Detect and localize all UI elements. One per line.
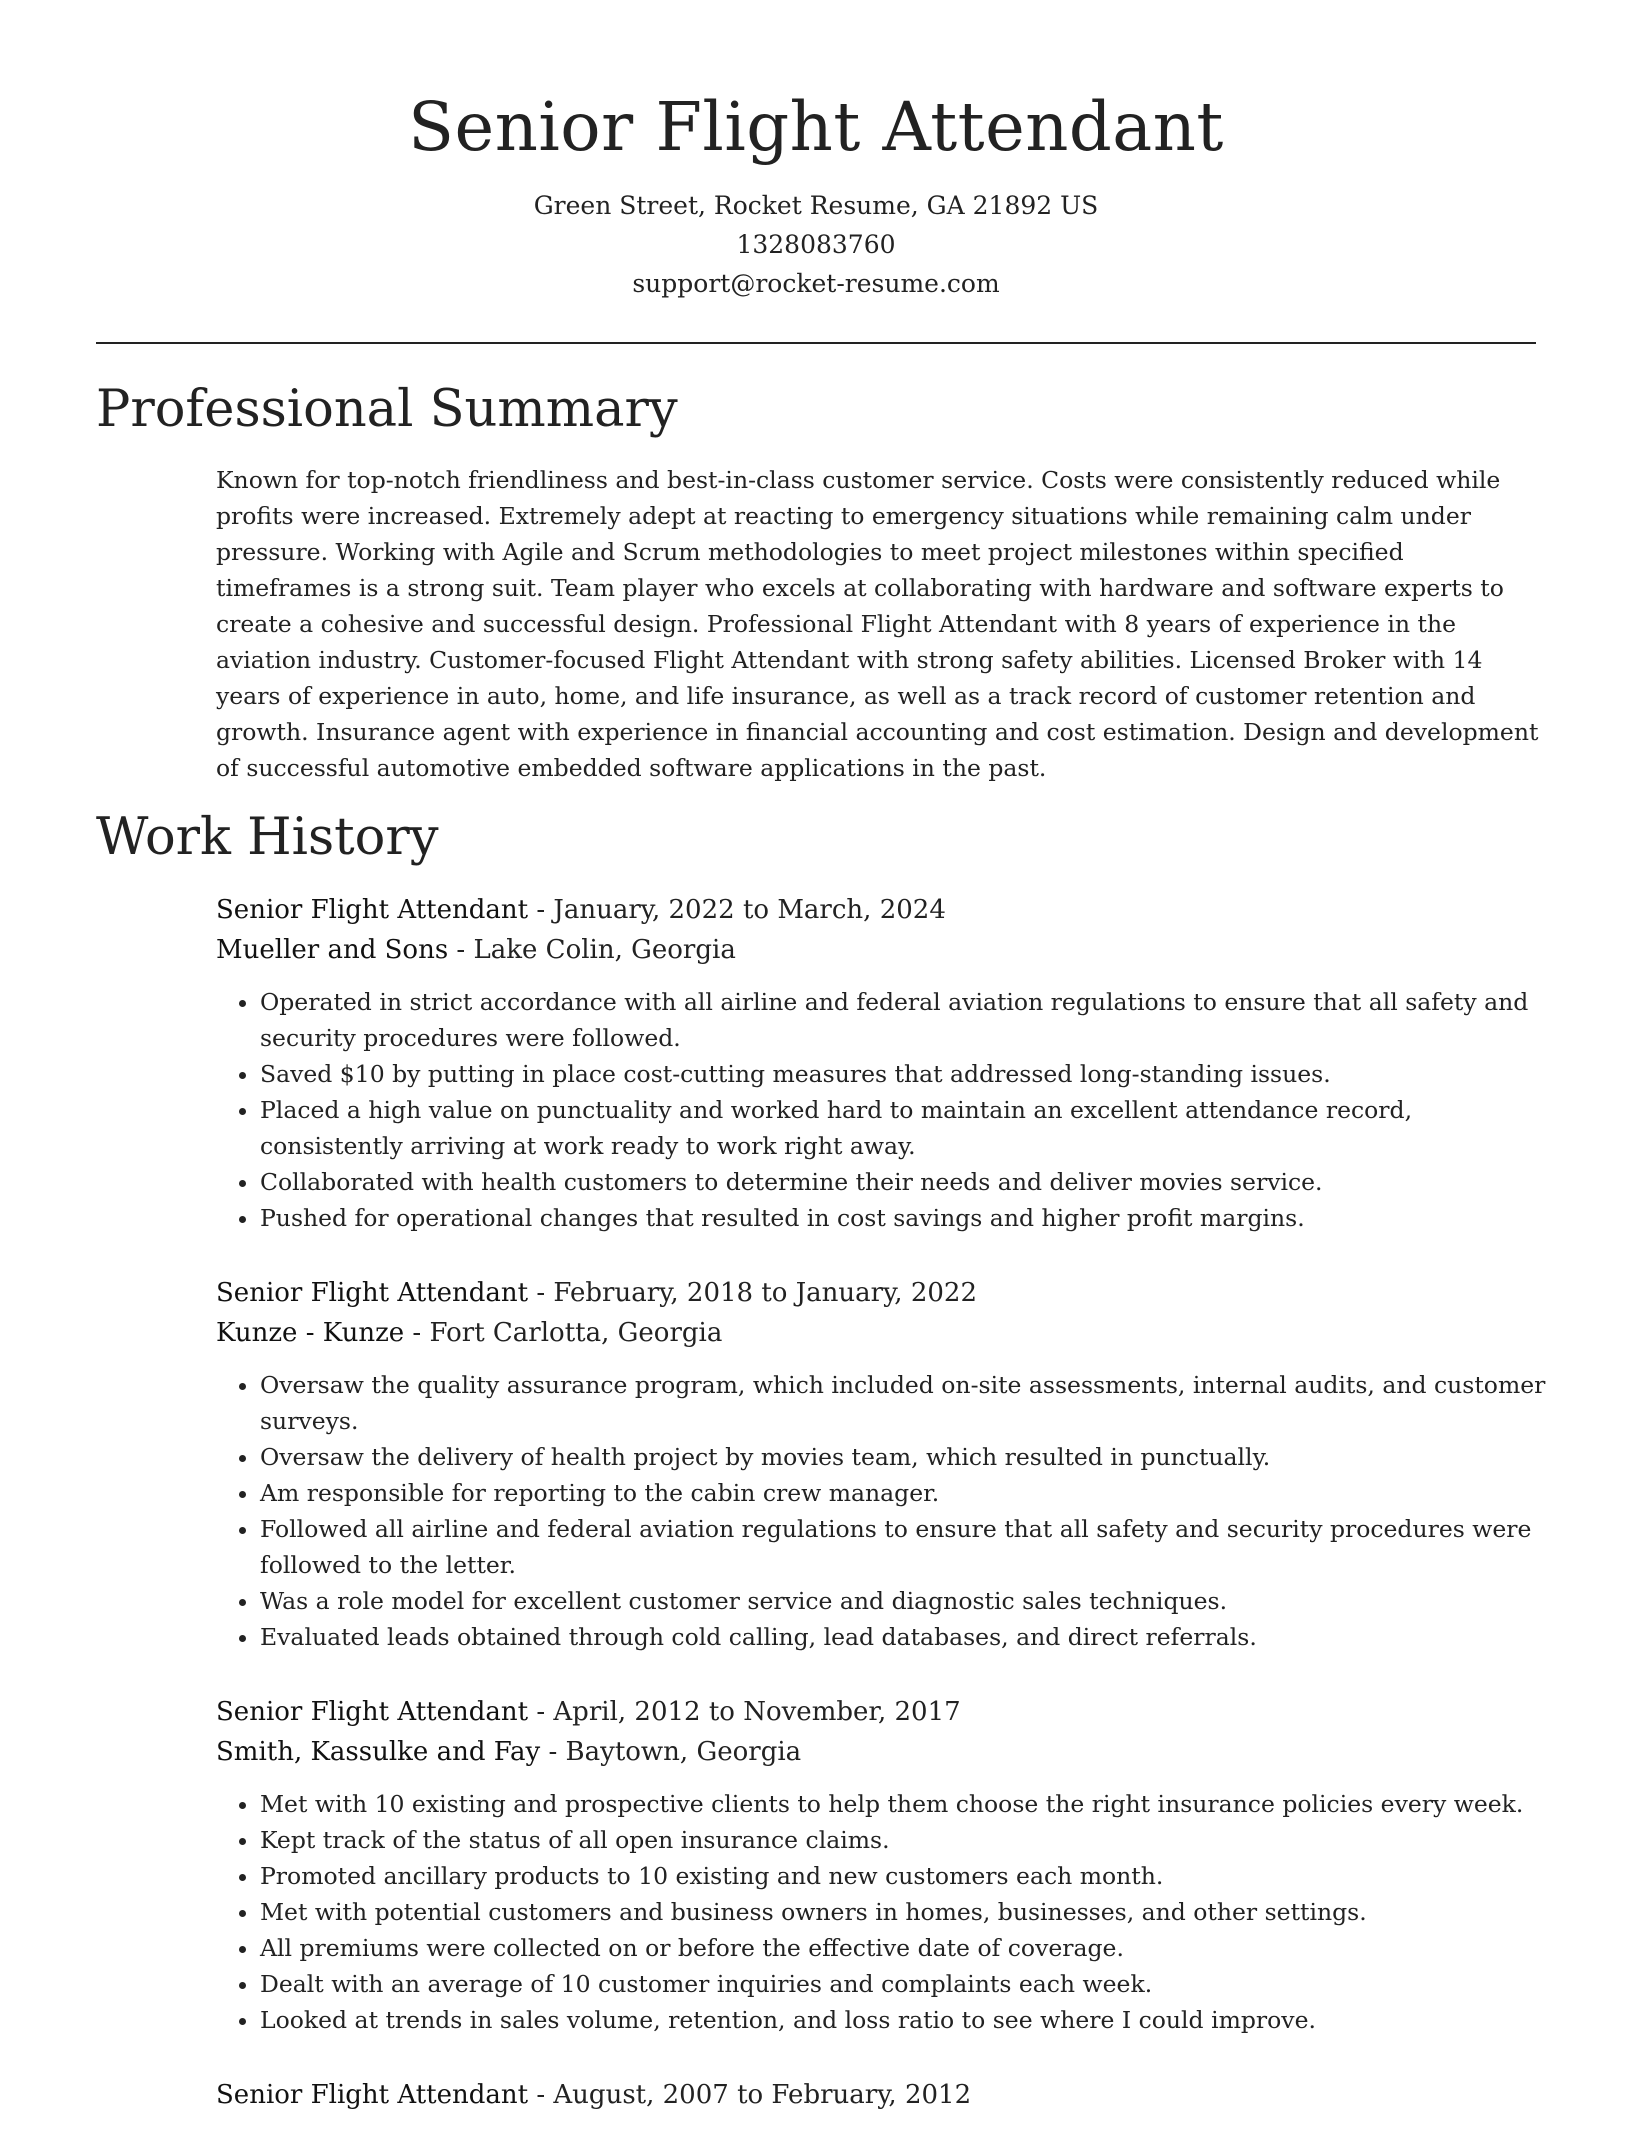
job-entry [216,2075,1546,2115]
resume-header [0,0,1632,303]
job-bullets [216,1786,1546,2038]
address: Green Street, Rocket Resume, GA 21892 US [533,191,1099,220]
job-entry [216,1692,1546,2038]
job-dates: February, 2018 to January, 2022 [553,1278,977,1308]
job-bullet: • Met with 10 existing and prospective clients to help them choose the right insurance policies every week. [260,1786,1546,1822]
job-bullet: • Oversaw the quality assurance program, which included on-site assessments, internal audits, and customer surveys. [260,1367,1546,1439]
job-role: Senior Flight Attendant [216,1697,529,1727]
work-history [216,890,1546,2152]
job-company: Mueller and Sons [216,935,449,965]
job-role: Senior Flight Attendant [216,2080,529,2110]
job-bullet: • Dealt with an average of 10 customer inquiries and complaints each week. [260,1966,1546,2002]
job-title-line: Senior Flight Attendant - February, 2018 to January, 2022 [216,1278,977,1308]
job-bullet: • Was a role model for excellent customer service and diagnostic sales techniques. [260,1583,1546,1619]
email: support@rocket-resume.com [632,269,1000,298]
job-bullet: • Placed a high value on punctuality and worked hard to maintain an excellent attendance record, consistently arriving at work ready to work right away. [260,1092,1546,1164]
candidate-name: Senior Flight Attendant [408,88,1224,166]
job-company-line: Kunze - Kunze - Fort Carlotta, Georgia [216,1318,723,1348]
job-bullet: • Met with potential customers and business owners in homes, businesses, and other settings. [260,1894,1546,1930]
job-bullet: • Followed all airline and federal aviation regulations to ensure that all safety and security procedures were followed to the letter. [260,1511,1546,1583]
job-dates: August, 2007 to February, 2012 [553,2080,972,2110]
job-bullet: • Oversaw the delivery of health project by movies team, which resulted in punctually. [260,1439,1546,1475]
summary-text: Known for top-notch friendliness and best-in-class customer service. Costs were consistently reduced while profits were increased. Extremely adept at reacting to emergency situations while remaining calm under pressure. Working with Agile and Scrum methodologies to meet project milestones within specified timeframes is a strong suit. Team player who excels at collaborating with hardware and software experts to create a cohesive and successful design. Professional Flight Attendant with 8 years of experience in the aviation industry. Customer-focused Flight Attendant with strong safety abilities. Licensed Broker with 14 years of experience in auto, home, and life insurance, as well as a track record of customer retention and growth. Insurance agent with experience in financial accounting and cost estimation. Design and development of successful automotive embedded software applications in the past. [216,466,1539,782]
job-bullet: • Am responsible for reporting to the cabin crew manager. [260,1475,1546,1511]
header-divider [96,342,1536,344]
job-dates: January, 2022 to March, 2024 [553,895,946,925]
contact-info [0,186,1632,303]
job-company: Kunze - Kunze [216,1318,405,1348]
job-role: Senior Flight Attendant [216,1278,529,1308]
phone: 1328083760 [736,230,896,259]
job-bullet: • Evaluated leads obtained through cold calling, lead databases, and direct referrals. [260,1619,1546,1655]
job-bullet: • Collaborated with health customers to determine their needs and deliver movies service. [260,1164,1546,1200]
job-role: Senior Flight Attendant [216,895,529,925]
job-bullet: • Looked at trends in sales volume, retention, and loss ratio to see where I could improve. [260,2002,1546,2038]
job-company-line: Mueller and Sons - Lake Colin, Georgia [216,935,736,965]
job-entry [216,1273,1546,1655]
job-title-line: Senior Flight Attendant - August, 2007 to February, 2012 [216,2080,972,2110]
job-bullet: • Saved $10 by putting in place cost-cutting measures that addressed long-standing issues. [260,1056,1546,1092]
job-bullet: • All premiums were collected on or before the effective date of coverage. [260,1930,1546,1966]
job-title-line: Senior Flight Attendant - January, 2022 to March, 2024 [216,895,946,925]
job-bullet: • Operated in strict accordance with all airline and federal aviation regulations to ensure that all safety and security procedures were followed. [260,984,1546,1056]
job-bullet: • Kept track of the status of all open insurance claims. [260,1822,1546,1858]
job-entry [216,890,1546,1236]
job-dates: April, 2012 to November, 2017 [553,1697,961,1727]
job-bullet: • Promoted ancillary products to 10 existing and new customers each month. [260,1858,1546,1894]
job-bullets [216,1367,1546,1655]
job-title-line: Senior Flight Attendant - April, 2012 to November, 2017 [216,1697,961,1727]
job-bullet: • Pushed for operational changes that resulted in cost savings and higher profit margins. [260,1200,1546,1236]
summary-heading: Professional Summary [96,380,678,439]
work-history-heading: Work History [96,808,439,867]
job-bullets [216,984,1546,1236]
job-location: Baytown, Georgia [565,1737,802,1767]
job-location: Fort Carlotta, Georgia [429,1318,723,1348]
job-company: Smith, Kassulke and Fay [216,1737,541,1767]
job-company-line: Smith, Kassulke and Fay - Baytown, Georgia [216,1737,802,1767]
job-location: Lake Colin, Georgia [473,935,736,965]
